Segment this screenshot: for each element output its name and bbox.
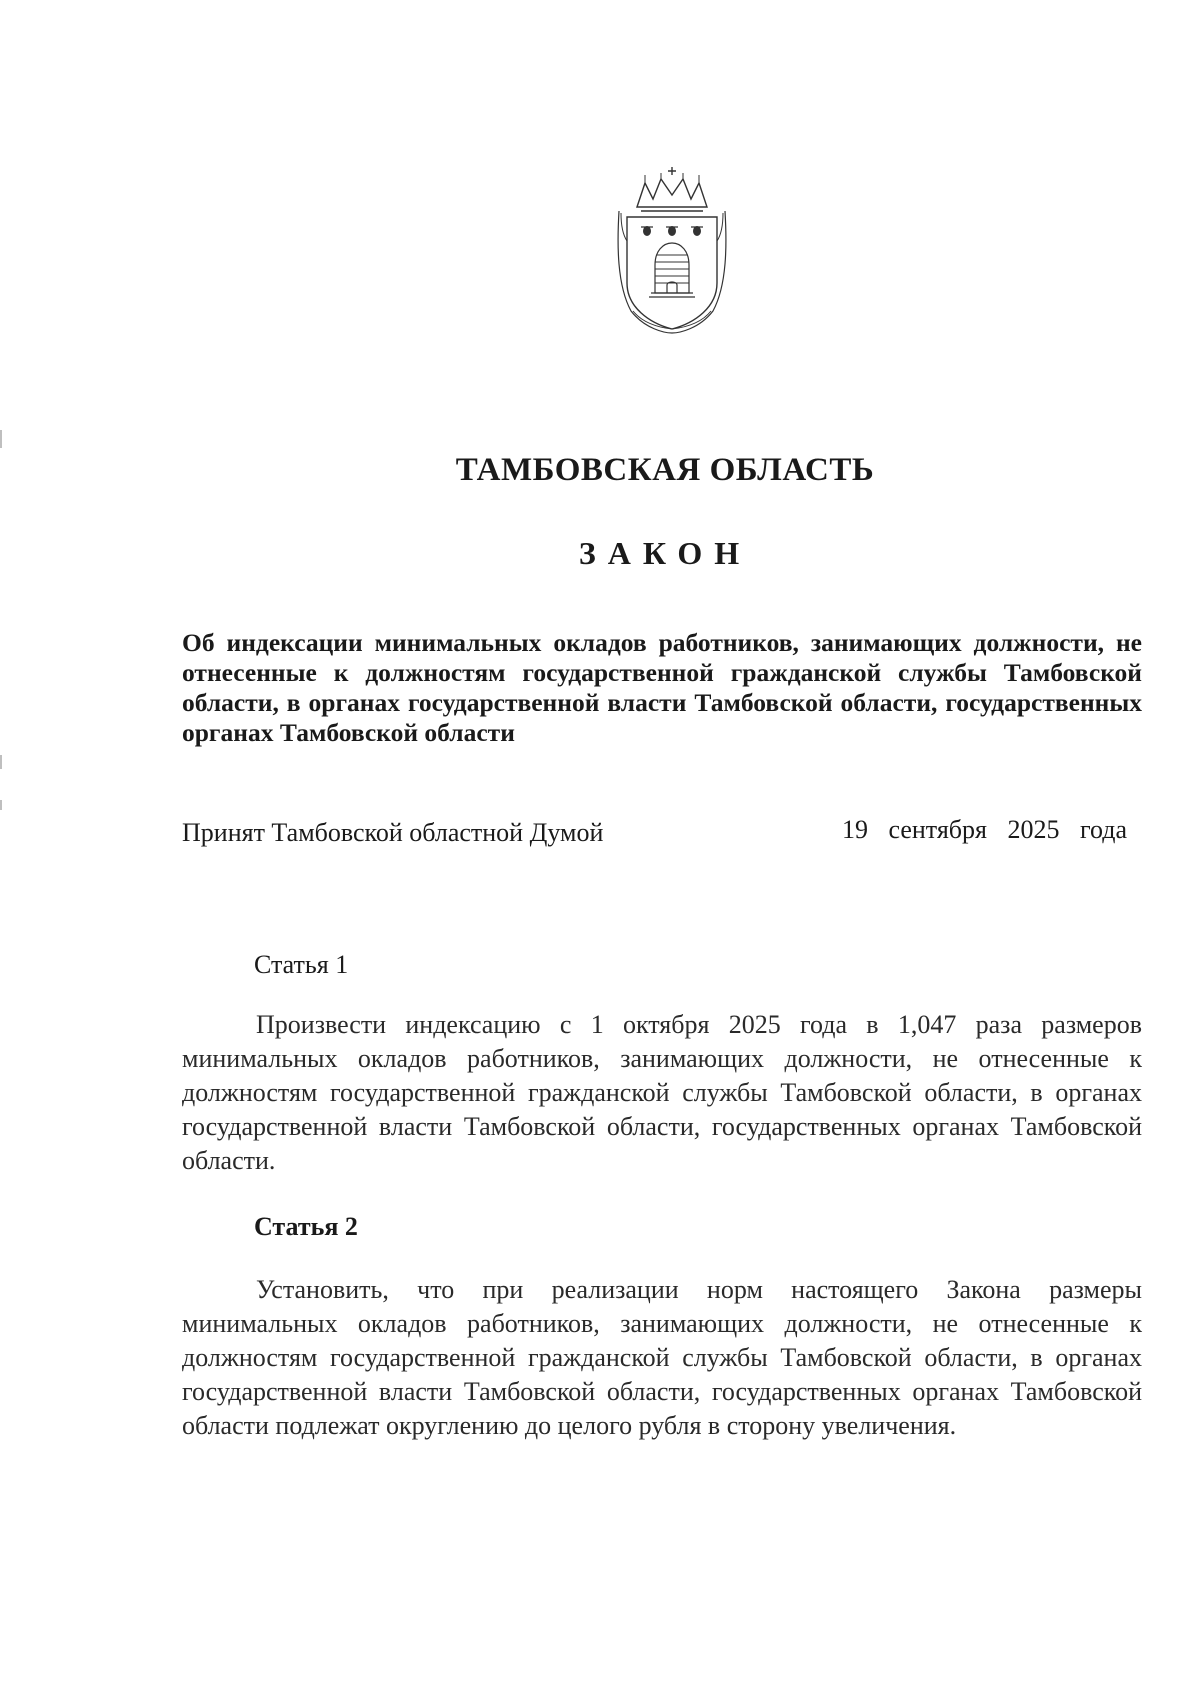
article-2-heading: Статья 2 xyxy=(254,1212,358,1241)
article-1-heading: Статья 1 xyxy=(254,950,349,979)
document-type: ЗАКОН xyxy=(578,535,752,571)
scan-artifact xyxy=(0,755,2,769)
adoption-label: Принят Тамбовской областной Думой xyxy=(182,818,604,847)
scan-artifact xyxy=(0,800,2,810)
law-title: Об индексации минимальных окладов работников, занимающих должности, не отнесенные к должностям государственной гражданской службы Тамбовской области, в органах государственной власти Тамбовской области, государственных органах Тамбовской области xyxy=(182,628,1142,747)
article-1-text: Произвести индексацию с 1 октября 2025 года в 1,047 раза размеров минимальных окладов работников, занимающих должности, не отнесенные к должностям государственной гражданской службы Тамбовской области, в органах государственной власти Тамбовской области, государственных органах Тамбовской области. xyxy=(182,1010,1142,1175)
scan-artifact xyxy=(0,430,2,448)
coat-of-arms-icon xyxy=(615,165,730,335)
region-name: ТАМБОВСКАЯ ОБЛАСТЬ xyxy=(455,452,875,488)
article-2-text: Установить, что при реализации норм настоящего Закона размеры минимальных окладов работников, занимающих должности, не отнесенные к должностям государственной гражданской службы Тамбовской области, в органах государственной власти Тамбовской области, государственных органах Тамбовской области подлежат округлению до целого рубля в сторону увеличения. xyxy=(182,1275,1142,1440)
adoption-date: 19 сентября 2025 года xyxy=(842,815,1128,844)
